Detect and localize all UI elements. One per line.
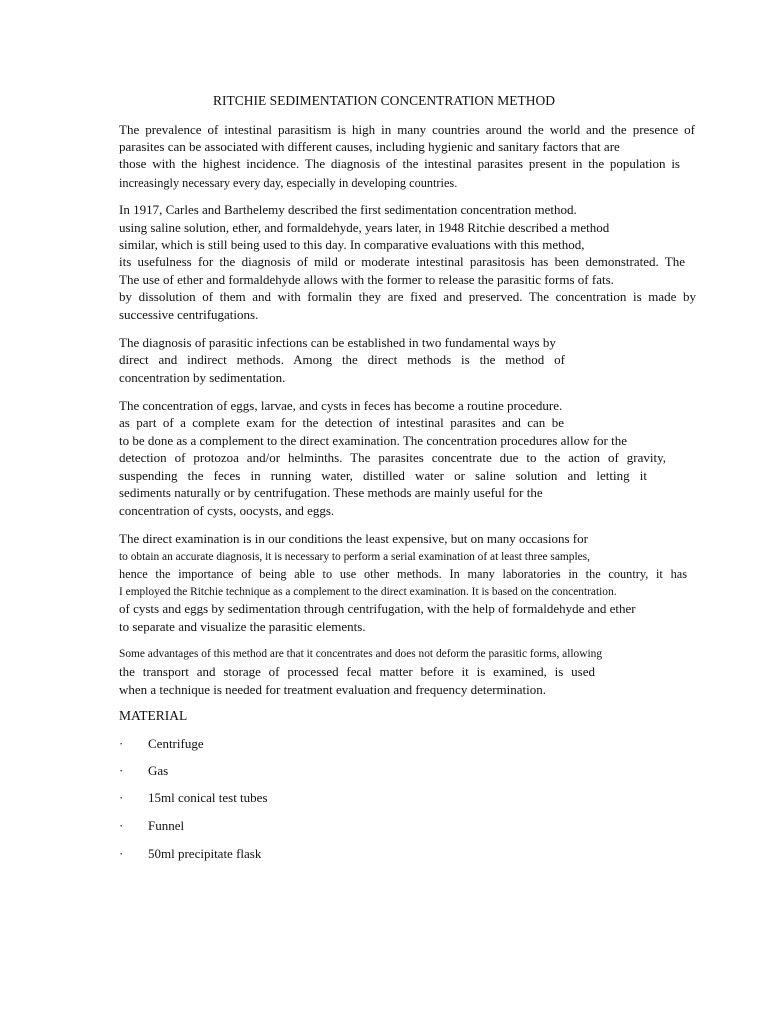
paragraph-line: concentration by sedimentation.: [119, 370, 286, 385]
paragraph-line: of cysts and eggs by sedimentation through centrifugation, with the help of formaldehyde and ether: [119, 601, 636, 616]
bullet-icon: ·: [119, 763, 124, 778]
paragraph-line: the transport and storage of processed fecal matter before it is examined, is used: [119, 664, 595, 679]
paragraph-line: I employed the Ritchie technique as a complement to the direct examination. It is based on the concentration.: [119, 586, 617, 598]
paragraph-line: parasites can be associated with different causes, including hygienic and sanitary factors that are: [119, 139, 620, 154]
material-heading: MATERIAL: [119, 708, 188, 723]
paragraph-line: The direct examination is in our conditions the least expensive, but on many occasions for: [119, 531, 588, 546]
paragraph-line: using saline solution, ether, and formaldehyde, years later, in 1948 Ritchie described a method: [119, 220, 610, 235]
paragraph-line: The concentration of eggs, larvae, and cysts in feces has become a routine procedure.: [119, 398, 563, 413]
material-item-label: 15ml conical test tubes: [148, 790, 268, 805]
paragraph-line: to be done as a complement to the direct examination. The concentration procedures allow for the: [119, 433, 628, 448]
material-item-label: Funnel: [148, 818, 185, 833]
document-title: RITCHIE SEDIMENTATION CONCENTRATION METHOD: [212, 93, 555, 108]
paragraph-line: increasingly necessary every day, especially in developing countries.: [119, 176, 458, 190]
material-item-label: Centrifuge: [148, 736, 204, 751]
material-item-label: Gas: [148, 763, 169, 778]
paragraph-line: The use of ether and formaldehyde allows with the former to release the parasitic forms of fats.: [119, 272, 614, 287]
paragraph-line: successive centrifugations.: [119, 307, 259, 322]
paragraph-line: direct and indirect methods. Among the direct methods is the method of: [119, 352, 565, 367]
paragraph-line: when a technique is needed for treatment evaluation and frequency determination.: [119, 682, 547, 697]
paragraph-line: by dissolution of them and with formalin they are fixed and preserved. The concentration is made by: [119, 289, 696, 304]
paragraph-line: In 1917, Carles and Barthelemy described the first sedimentation concentration method.: [119, 202, 577, 217]
paragraph-line: suspending the feces in running water, distilled water or saline solution and letting it: [119, 468, 647, 483]
paragraph-line: The diagnosis of parasitic infections can be established in two fundamental ways by: [119, 335, 556, 350]
bullet-icon: ·: [119, 736, 124, 751]
material-item-label: 50ml precipitate flask: [148, 846, 262, 861]
bullet-icon: ·: [119, 818, 124, 833]
paragraph-line: those with the highest incidence. The diagnosis of the intestinal parasites present in the population is: [119, 156, 680, 171]
paragraph-line: sediments naturally or by centrifugation. These methods are mainly useful for the: [119, 485, 543, 500]
paragraph-line: concentration of cysts, oocysts, and eggs.: [119, 503, 335, 518]
paragraph-line: to obtain an accurate diagnosis, it is necessary to perform a serial examination of at least three samples,: [119, 551, 590, 563]
paragraph-line: to separate and visualize the parasitic elements.: [119, 619, 366, 634]
paragraph-line: similar, which is still being used to this day. In comparative evaluations with this method,: [119, 237, 585, 252]
paragraph-line: as part of a complete exam for the detection of intestinal parasites and can be: [119, 415, 564, 430]
bullet-icon: ·: [119, 846, 124, 861]
paragraph-line: hence the importance of being able to use other methods. In many laboratories in the country, it has: [119, 567, 687, 581]
bullet-icon: ·: [119, 790, 124, 805]
paragraph-line: detection of protozoa and/or helminths. The parasites concentrate due to the action of gravity,: [119, 450, 666, 465]
paragraph-line: its usefulness for the diagnosis of mild or moderate intestinal parasitosis has been demonstrated. The: [119, 254, 685, 269]
paragraph-line: The prevalence of intestinal parasitism is high in many countries around the world and the presence of: [119, 122, 695, 137]
paragraph-line: Some advantages of this method are that it concentrates and does not deform the parasitic forms, allowing: [119, 648, 603, 660]
